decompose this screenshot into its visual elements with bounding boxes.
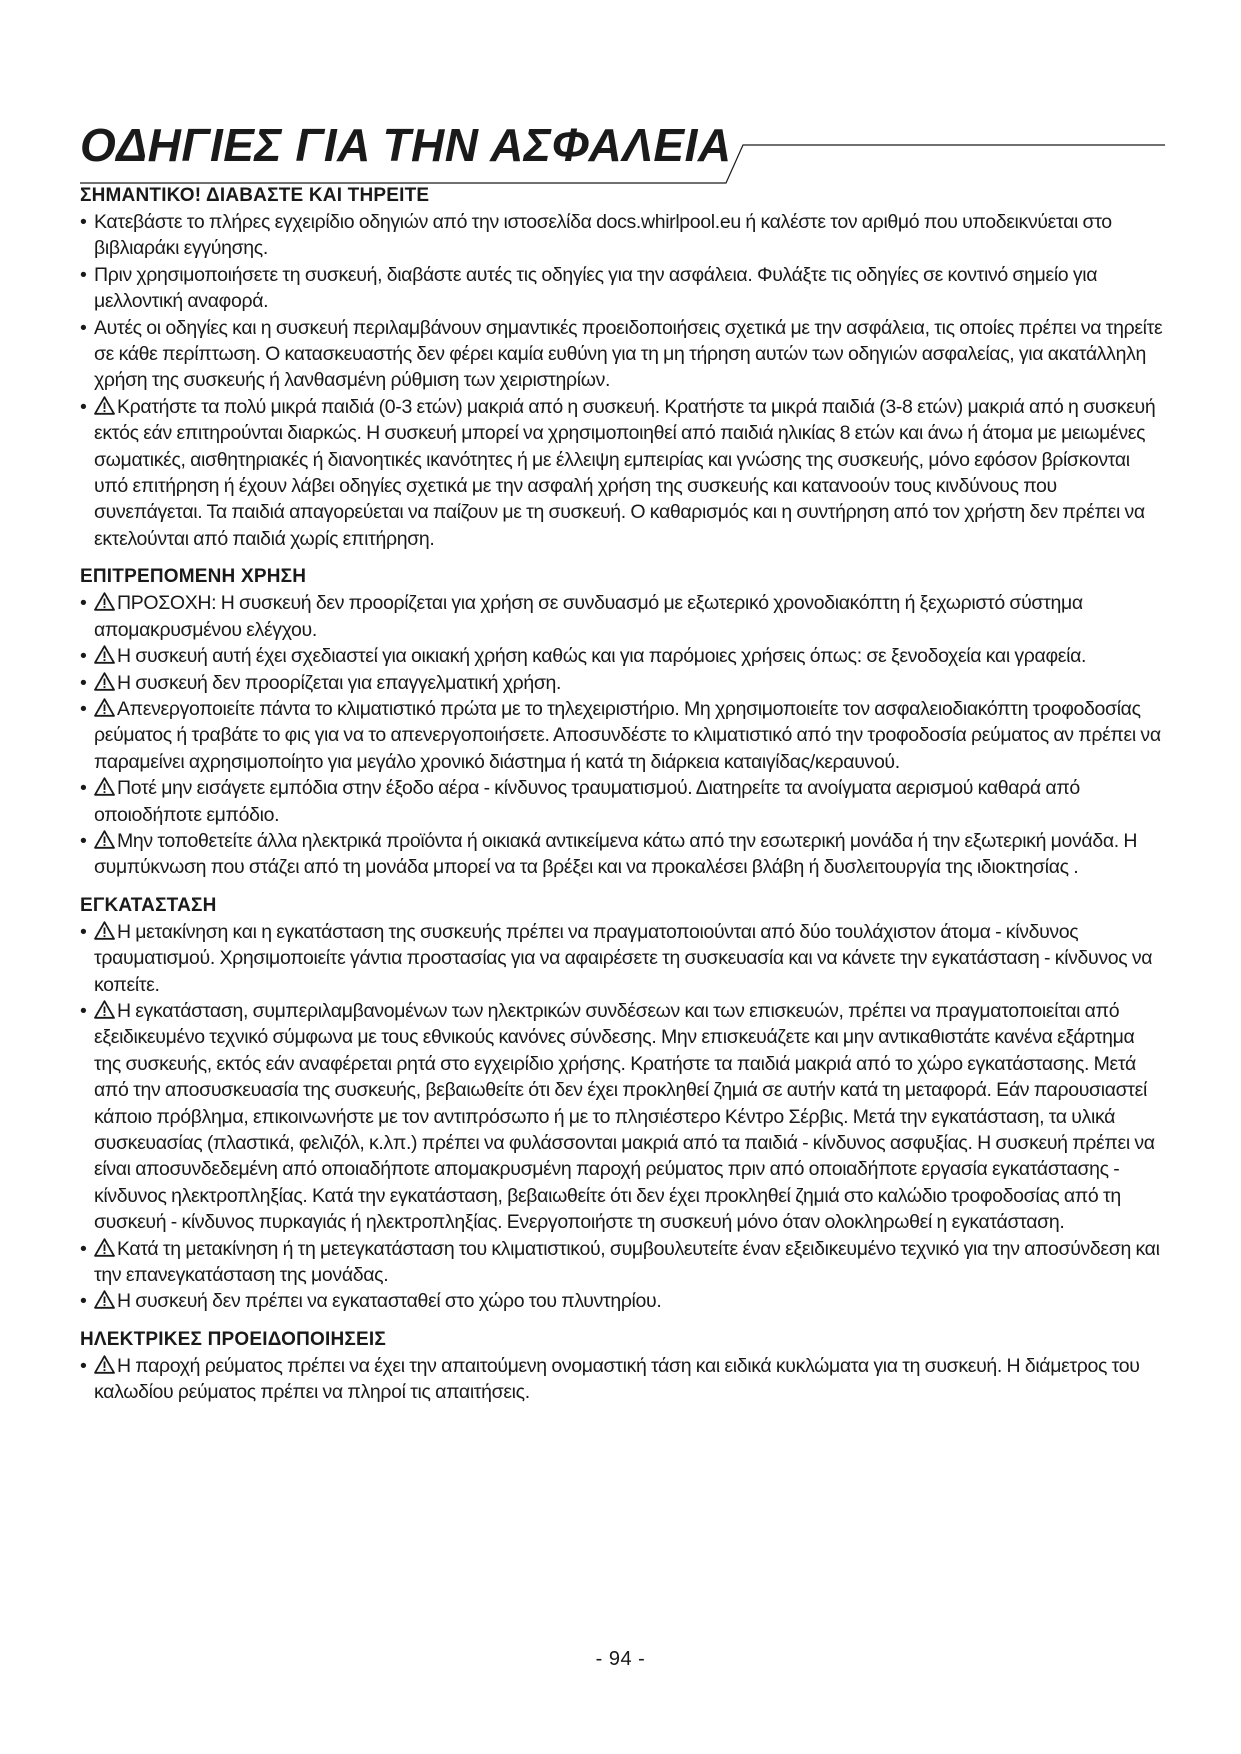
list-item	[80, 919, 1165, 998]
item-text: Αυτές οι οδηγίες και η συσκευή περιλαμβάνουν σημαντικές προειδοποιήσεις σχετικά με την ασφάλεια, τις οποίες πρέπει να τηρείτε σε κάθε περίπτωση. Ο κατασκευαστής δεν φέρει καμία ευθύνη για τη μη τήρηση αυτών των οδηγιών ασφαλείας, για ακατάλληλη χρήση της συσκευής ή λανθασμένη ρύθμιση των χειριστηρίων.	[94, 316, 1163, 392]
warning-triangle-icon	[94, 1238, 115, 1257]
list-item	[80, 1353, 1165, 1406]
warning-triangle-icon	[94, 592, 115, 611]
bullet: •	[80, 1354, 87, 1377]
warning-triangle-icon	[94, 921, 115, 940]
warning-triangle-icon	[94, 830, 115, 849]
section-heading: ΣΗΜΑΝΤΙΚΟ! ΔΙΑΒΑΣΤΕ ΚΑΙ ΤΗΡΕΙΤΕ	[80, 185, 430, 206]
instruction-list	[80, 590, 1165, 880]
bullet: •	[80, 829, 87, 852]
item-text: Η μετακίνηση και η εγκατάσταση της συσκευής πρέπει να πραγματοποιούνται από δύο τουλάχιστον άτομα - κίνδυνος τραυματισμού. Χρησιμοποιείτε γάντια προστασίας για να αφαιρέσετε τη συσκευασία και να κάνετε την εγκατάσταση - κίνδυνος να κοπείτε.	[94, 920, 1153, 996]
list-item	[80, 315, 1165, 394]
warning-triangle-icon	[94, 645, 115, 664]
list-item	[80, 998, 1165, 1236]
item-text: Κατά τη μετακίνηση ή τη μετεγκατάσταση του κλιματιστικού, συμβουλευτείτε έναν εξειδικευμένο τεχνικό για την αποσύνδεση και την επανεγκατάσταση της μονάδας.	[94, 1237, 1160, 1287]
warning-triangle-icon	[94, 1290, 115, 1309]
list-item	[80, 1236, 1165, 1289]
warning-triangle-icon	[94, 1000, 115, 1019]
bullet: •	[80, 999, 87, 1022]
section-heading: ΗΛΕΚΤΡΙΚΕΣ ΠΡΟΕΙΔΟΠΟΙΗΣΕΙΣ	[80, 1328, 386, 1350]
warning-triangle-icon	[94, 698, 115, 717]
title-block	[80, 115, 1165, 185]
document-body	[80, 183, 1165, 1418]
bullet: •	[80, 645, 87, 668]
warning-triangle-icon	[94, 777, 115, 796]
list-item	[80, 394, 1165, 552]
page-title: ΟΔΗΓΙΕΣ ΓΙΑ ΤΗΝ ΑΣΦΑΛΕΙΑ	[80, 119, 732, 171]
item-text: Η συσκευή δεν πρέπει να εγκατασταθεί στο χώρο του πλυντηρίου.	[117, 1290, 662, 1313]
list-item	[80, 590, 1165, 643]
section-2	[80, 893, 1165, 1315]
page-number: - 94 -	[595, 1648, 646, 1670]
item-text: Πριν χρησιμοποιήσετε τη συσκευή, διαβάστε αυτές τις οδηγίες για την ασφάλεια. Φυλάξτε τις οδηγίες σε κοντινό σημείο για μελλοντική αναφορά.	[94, 263, 1098, 313]
instruction-list	[80, 919, 1165, 1315]
item-text: Η συσκευή δεν προορίζεται για επαγγελματική χρήση.	[117, 671, 562, 694]
list-item	[80, 262, 1165, 315]
bullet: •	[80, 920, 87, 943]
item-text: Η συσκευή αυτή έχει σχεδιαστεί για οικιακή χρήση καθώς και για παρόμοιες χρήσεις όπως: σε ξενοδοχεία και γραφεία.	[117, 645, 1087, 668]
bullet: •	[80, 592, 87, 615]
bullet: •	[80, 395, 87, 418]
list-item	[80, 828, 1165, 881]
bullet: •	[80, 671, 87, 694]
section-1	[80, 564, 1165, 880]
bullet: •	[80, 1290, 87, 1313]
instruction-list	[80, 209, 1165, 552]
warning-triangle-icon	[94, 1355, 115, 1374]
section-heading: ΕΠΙΤΡΕΠΟΜΕΝΗ ΧΡΗΣΗ	[80, 566, 307, 588]
bullet: •	[80, 263, 87, 286]
item-text: Η παροχή ρεύματος πρέπει να έχει την απαιτούμενη ονομαστική τάση και ειδικά κυκλώματα για τη συσκευή. Η διάμετρος του καλωδίου ρεύματος πρέπει να πληροί τις απαιτήσεις.	[94, 1354, 1140, 1404]
item-text: Κρατήστε τα πολύ μικρά παιδιά (0-3 ετών) μακριά από η συσκευή. Κρατήστε τα μικρά παιδιά (3-8 ετών) μακριά από η συσκευή εκτός εάν επιτηρούνται διαρκώς. Η συσκευή μπορεί να χρησιμοποιηθεί από παιδιά ηλικίας 8 ετών και άνω ή άτομα με μειωμένες σωματικές, αισθητηριακές ή διανοητικές ικανότητες ή με έλλειψη εμπειρίας και γνώσης της συσκευής, μόνο εφόσον βρίσκονται υπό επιτήρηση ή έχουν λάβει οδηγίες σχετικά με την ασφαλή χρήση της συσκευής και κατανοούν τους κινδύνους που συνεπάγεται. Τα παιδιά απαγορεύεται να παίζουν με τη συσκευή. Ο καθαρισμός και η συντήρηση από τον χρήστη δεν πρέπει να εκτελούνται από παιδιά χωρίς επιτήρηση.	[94, 395, 1156, 550]
item-text: Ποτέ μην εισάγετε εμπόδια στην έξοδο αέρα - κίνδυνος τραυματισμού. Διατηρείτε τα ανοίγματα αερισμού καθαρά από οποιοδήποτε εμπόδιο.	[94, 777, 1080, 826]
warning-triangle-icon	[94, 396, 115, 415]
bullet: •	[80, 697, 87, 720]
list-item	[80, 775, 1165, 828]
section-3	[80, 1327, 1165, 1406]
bullet: •	[80, 1237, 87, 1260]
list-item	[80, 1288, 1165, 1314]
item-text: Απενεργοποιείτε πάντα το κλιματιστικό πρώτα με το τηλεχειριστήριο. Μη χρησιμοποιείτε τον ασφαλειοδιακόπτη τροφοδοσίας ρεύματος ή τραβάτε το φις για να το απενεργοποιήσετε. Αποσυνδέστε το κλιματιστικό από την τροφοδοσία ρεύματος αν πρέπει να παραμείνει αχρησιμοποίητο για μεγάλο χρονικό διάστημα ή κατά τη διάρκεια καταιγίδας/κεραυνού.	[94, 697, 1161, 773]
item-text: Η εγκατάσταση, συμπεριλαμβανομένων των ηλεκτρικών συνδέσεων και των επισκευών, πρέπει να πραγματοποιείται από εξειδικευμένο τεχνικό σύμφωνα με τους εθνικούς κανόνες σύνδεσης. Μην επισκευάζετε και μην αντικαθιστάτε κανένα εξάρτημα της συσκευής, εκτός εάν αναφέρεται ρητά στο εγχειρίδιο χρήσης. Κρατήστε τα παιδιά μακριά από το χώρο εγκατάστασης. Μετά από την αποσυσκευασία της συσκευής, βεβαιωθείτε ότι δεν έχει προκληθεί ζημιά σε αυτήν κατά τη μεταφορά. Εάν παρουσιαστεί κάποιο πρόβλημα, επικοινωνήστε με τον αντιπρόσωπο ή με το πλησιέστερο Κέντρο Σέρβις. Μετά την εγκατάσταση, τα υλικά συσκευασίας (πλαστικά, φελιζόλ, κ.λπ.) πρέπει να φυλάσσονται μακριά από τα παιδιά - κίνδυνος ασφυξίας. Η συσκευή πρέπει να είναι αποσυνδεδεμένη από οποιαδήποτε απομακρυσμένη παροχή ρεύματος πριν από οποιαδήποτε εργασία εγκατάστασης - κίνδυνος ηλεκτροπληξίας. Κατά την εγκατάσταση, βεβαιωθείτε ότι δεν έχει προκληθεί ζημιά στο καλώδιο τροφοδοσίας από τη συσκευή - κίνδυνος πυρκαγιάς ή ηλεκτροπληξίας. Ενεργοποιήστε τη συσκευή μόνο όταν ολοκληρωθεί η εγκατάσταση.	[94, 999, 1155, 1234]
section-heading: ΕΓΚΑΤΑΣΤΑΣΗ	[80, 894, 217, 916]
list-item	[80, 696, 1165, 775]
bullet: •	[80, 211, 87, 233]
list-item	[80, 670, 1165, 696]
bullet: •	[80, 777, 87, 800]
instruction-list	[80, 1353, 1165, 1406]
list-item	[80, 209, 1165, 262]
section-0	[80, 183, 1165, 552]
item-text: ΠΡΟΣΟΧΗ: Η συσκευή δεν προορίζεται για χρήση σε συνδυασμό με εξωτερικό χρονοδιακόπτη ή ξεχωριστό σύστημα απομακρυσμένου ελέγχου.	[94, 592, 1083, 641]
bullet: •	[80, 316, 87, 339]
warning-triangle-icon	[94, 672, 115, 691]
item-text: Κατεβάστε το πλήρες εγχειρίδιο οδηγιών από την ιστοσελίδα docs.whirlpool.eu ή καλέστε τον αριθμό που υποδεικνύεται στο βιβλιαράκι εγγύησης.	[94, 211, 1112, 260]
item-text: Μην τοποθετείτε άλλα ηλεκτρικά προϊόντα ή οικιακά αντικείμενα κάτω από την εσωτερική μονάδα ή την εξωτερική μονάδα. Η συμπύκνωση που στάζει από τη μονάδα μπορεί να τα βρέξει και να προκαλέσει βλάβη ή δυσλειτουργία της ιδιοκτησίας .	[94, 829, 1138, 879]
list-item	[80, 643, 1165, 669]
